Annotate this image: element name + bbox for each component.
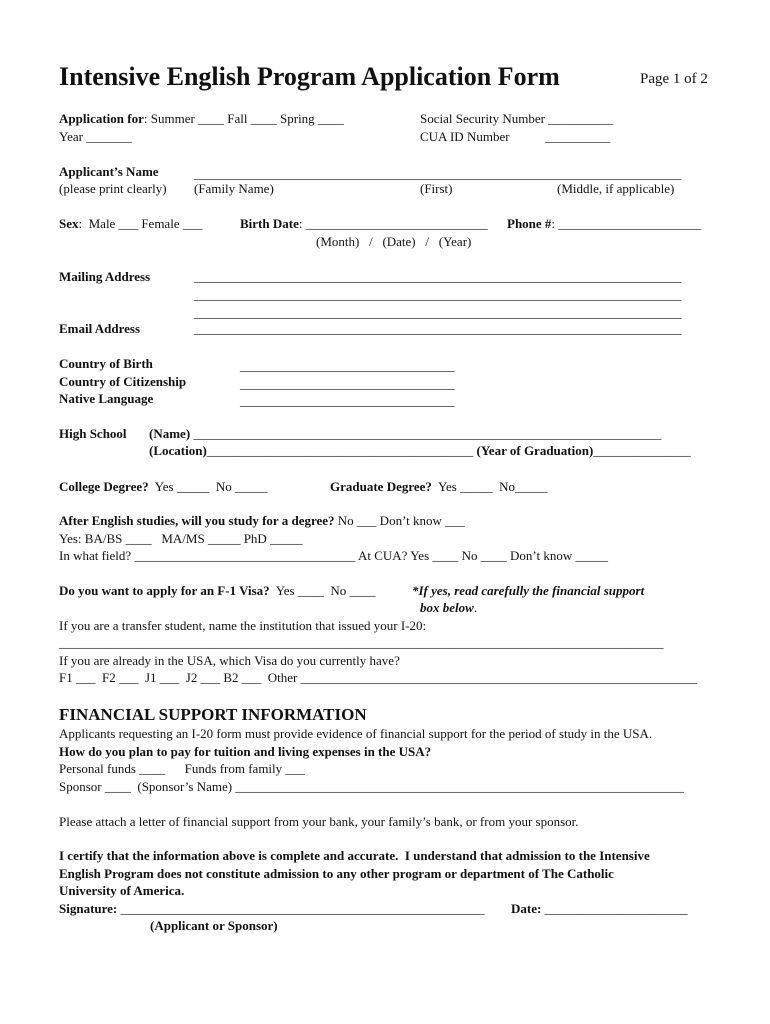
first-name-caption: (First) [420,181,453,196]
application-for-label: Application for [59,111,144,126]
high-school-location-label: (Location) [149,443,207,458]
payment-question: How do you plan to pay for tuition and living expenses in the USA? [59,744,432,759]
box-below-text: box below [420,600,474,615]
high-school-location-line[interactable]: _________________________________________ [206,443,477,458]
applicant-name-field[interactable]: ___________________________________________________________________________ [194,166,682,181]
graduate-degree-options[interactable]: Yes _____ No_____ [431,479,548,494]
birth-date-line[interactable]: : ____________________________ [298,216,488,231]
native-language-field[interactable]: _________________________________ [240,393,455,408]
mailing-address-label: Mailing Address [59,269,151,284]
certification-line-3: University of America. [59,883,185,898]
cua-id-field[interactable]: CUA ID Number __________ [420,129,611,144]
ssn-field[interactable]: Social Security Number __________ [420,111,614,126]
signature-date-field[interactable] [511,900,688,917]
phone-field[interactable] [507,215,701,232]
year-field[interactable]: Year _______ [59,129,132,144]
sponsor-field[interactable]: Sponsor ____ (Sponsor’s Name) _____________________________________________________________________ [59,779,684,794]
f1-visa-question: Do you want to apply for an F-1 Visa? [59,583,270,598]
country-of-birth-label: Country of Birth [59,356,153,371]
high-school-name-label: (Name) [149,426,191,441]
current-visa-question: If you are already in the USA, which Visa do you currently have? [59,653,400,668]
graduation-year-line[interactable]: _______________ [593,443,691,458]
college-degree-label: College Degree? [59,479,149,494]
college-degree-field[interactable] [59,478,267,495]
native-language-label: Native Language [59,391,154,406]
f1-visa-field[interactable] [59,582,376,599]
sex-label: Sex [59,216,79,231]
birth-date-field[interactable] [240,215,488,232]
email-address-field[interactable]: ___________________________________________________________________________ [194,321,682,336]
attach-letter-note: Please attach a letter of financial support from your bank, your family’s bank, or from your sponsor. [59,814,579,829]
signature-label: Signature: [59,901,118,916]
sex-options[interactable]: : Male ___ Female ___ [78,216,203,231]
birth-date-label: Birth Date [240,216,299,231]
f1-visa-options[interactable]: Yes ____ No ____ [269,583,376,598]
signature-field[interactable] [59,900,485,917]
mailing-address-line-1[interactable]: ___________________________________________________________________________ [194,269,682,284]
print-clearly-note: (please print clearly) [59,181,167,196]
current-visa-options[interactable]: F1 ___ F2 ___ J1 ___ J2 ___ B2 ___ Other _____________________________________________________________ [59,670,698,685]
field-of-study-field[interactable]: In what field? __________________________________ At CUA? Yes ____ No ____ Don’t know _____ [59,548,608,563]
graduation-year-label: (Year of Graduation) [476,443,594,458]
signature-date-line[interactable]: ______________________ [541,901,688,916]
high-school-location-row[interactable] [149,442,691,459]
mailing-address-line-2[interactable]: ___________________________________________________________________________ [194,287,682,302]
transfer-student-question: If you are a transfer student, name the institution that issued your I-20: [59,618,427,633]
signature-line[interactable]: ________________________________________________________ [117,901,485,916]
phone-line[interactable]: : ______________________ [551,216,702,231]
application-for-options[interactable]: : Summer ____ Fall ____ Spring ____ [143,111,344,126]
future-study-options[interactable]: No ___ Don’t know ___ [334,513,465,528]
graduate-degree-label: Graduate Degree? [330,479,432,494]
future-study-question: After English studies, will you study for a degree? [59,513,335,528]
country-of-citizenship-label: Country of Citizenship [59,374,187,389]
sex-field[interactable] [59,215,202,232]
applicant-name-label: Applicant’s Name [59,164,159,179]
certification-line-2: English Program does not constitute admission to any other program or department of The Catholic [59,866,614,881]
future-study-row[interactable] [59,512,465,529]
mailing-address-line-3[interactable]: ___________________________________________________________________________ [194,305,682,320]
page-title: Intensive English Program Application Form [59,62,560,91]
graduate-degree-field[interactable] [330,478,548,495]
date-format-caption: (Month) / (Date) / (Year) [316,234,472,249]
financial-support-note-line-2 [420,599,477,616]
phone-label: Phone # [507,216,552,231]
financial-support-heading: FINANCIAL SUPPORT INFORMATION [59,705,367,724]
country-of-citizenship-field[interactable]: _________________________________ [240,376,455,391]
high-school-label: High School [59,426,127,441]
application-for-row [59,110,344,127]
country-of-birth-field[interactable]: _________________________________ [240,358,455,373]
personal-funds-field[interactable]: Personal funds ____ Funds from family ___ [59,761,305,776]
middle-name-caption: (Middle, if applicable) [557,181,675,196]
certification-line-1: I certify that the information above is complete and accurate. I understand that admission to the Intensive [59,848,650,863]
high-school-name-field[interactable] [149,425,661,442]
college-degree-options[interactable]: Yes _____ No _____ [148,479,268,494]
page-number: Page 1 of 2 [640,71,708,87]
financial-support-intro: Applicants requesting an I-20 form must provide evidence of financial support for the period of study in the USA. [59,726,653,741]
financial-support-note-line-1: *If yes, read carefully the financial support [412,583,645,598]
email-address-label: Email Address [59,321,141,336]
family-name-caption: (Family Name) [194,181,274,196]
high-school-name-line[interactable]: ________________________________________________________________________ [190,426,662,441]
transfer-institution-field[interactable]: _____________________________________________________________________________________________ [59,635,664,650]
signer-note: (Applicant or Sponsor) [150,918,278,933]
signature-date-label: Date: [511,901,542,916]
note-period: . [473,600,478,615]
degree-type-field[interactable]: Yes: BA/BS ____ MA/MS _____ PhD _____ [59,531,303,546]
